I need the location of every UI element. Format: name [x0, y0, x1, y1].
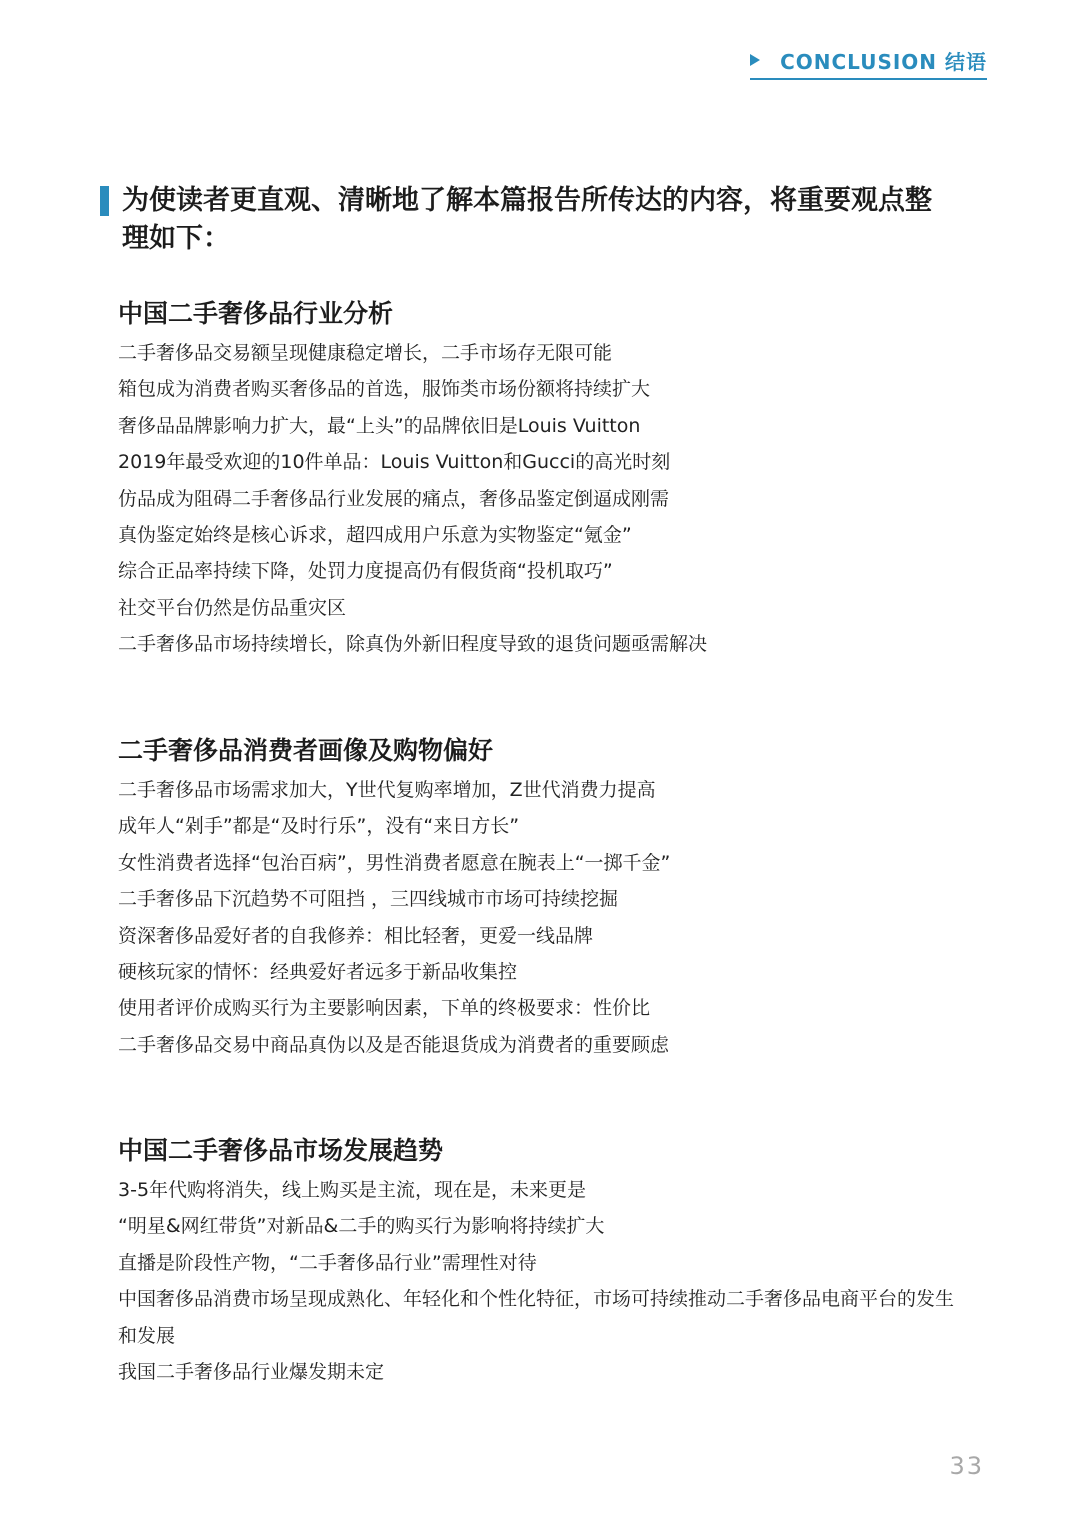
list-item: 资深奢侈品爱好者的自我修养：相比轻奢，更爱一线品牌	[118, 924, 594, 947]
list-item: “明星&网红带货”对新品&二手的购买行为影响将持续扩大	[118, 1215, 605, 1238]
page-number: 33	[949, 1452, 984, 1480]
list-item: 真伪鉴定始终是核心诉求，超四成用户乐意为实物鉴定“氪金”	[118, 524, 632, 547]
section-title: 中国二手奢侈品行业分析	[118, 299, 394, 328]
section-title: 中国二手奢侈品市场发展趋势	[118, 1136, 444, 1165]
list-item: 中国奢侈品消费市场呈现成熟化、年轻化和个性化特征，市场可持续推动二手奢侈品电商平台的发生和发展	[118, 1288, 955, 1347]
list-item: 二手奢侈品市场需求加大，Y世代复购率增加，Z世代消费力提高	[118, 779, 656, 801]
section-market-trends	[118, 1134, 978, 1390]
section-industry-analysis	[118, 297, 978, 663]
list-item: 二手奢侈品交易中商品真伪以及是否能退货成为消费者的重要顾虑	[118, 1033, 670, 1056]
list-item: 综合正品率持续下降，处罚力度提高仍有假货商“投机取巧”	[118, 560, 613, 583]
play-arrow-icon	[750, 54, 760, 66]
list-item: 二手奢侈品交易额呈现健康稳定增长，二手市场存无限可能	[118, 342, 613, 364]
list-item: 女性消费者选择“包治百病”，男性消费者愿意在腕表上“一掷千金”	[118, 851, 671, 874]
list-item: 我国二手奢侈品行业爆发期未定	[118, 1361, 385, 1384]
list-item: 硬核玩家的情怀：经典爱好者远多于新品收集控	[118, 961, 518, 984]
list-item: 2019年最受欢迎的10件单品：Louis Vuitton和Gucci的高光时刻	[118, 451, 671, 474]
list-item: 奢侈品品牌影响力扩大，最“上头”的品牌依旧是Louis Vuitton	[118, 414, 641, 437]
intro-block	[100, 182, 960, 258]
list-item: 使用者评价成购买行为主要影响因素，下单的终极要求：性价比	[118, 997, 651, 1020]
section-header	[750, 46, 987, 80]
accent-bar	[100, 186, 109, 216]
header-label: CONCLUSION 结语	[780, 50, 987, 74]
list-item: 仿品成为阻碍二手奢侈品行业发展的痛点，奢侈品鉴定倒逼成刚需	[118, 487, 670, 510]
section-consumer-profile	[118, 734, 978, 1063]
intro-text: 为使读者更直观、清晰地了解本篇报告所传达的内容，将重要观点整理如下：	[122, 185, 932, 254]
list-item: 直播是阶段性产物，“二手奢侈品行业”需理性对待	[118, 1251, 537, 1274]
bullet-list	[118, 335, 978, 663]
list-item: 箱包成为消费者购买奢侈品的首选，服饰类市场份额将持续扩大	[118, 378, 651, 401]
bullet-list	[118, 1172, 978, 1390]
list-item: 成年人“剁手”都是“及时行乐”，没有“来日方长”	[118, 815, 520, 838]
list-item: 二手奢侈品市场持续增长，除真伪外新旧程度导致的退货问题亟需解决	[118, 633, 708, 656]
bullet-list	[118, 772, 978, 1063]
list-item: 社交平台仍然是仿品重灾区	[118, 596, 347, 619]
section-title: 二手奢侈品消费者画像及购物偏好	[118, 736, 494, 765]
list-item: 二手奢侈品下沉趋势不可阻挡 ，三四线城市市场可持续挖掘	[118, 888, 619, 911]
list-item: 3-5年代购将消失，线上购买是主流，现在是，未来更是	[118, 1179, 587, 1201]
